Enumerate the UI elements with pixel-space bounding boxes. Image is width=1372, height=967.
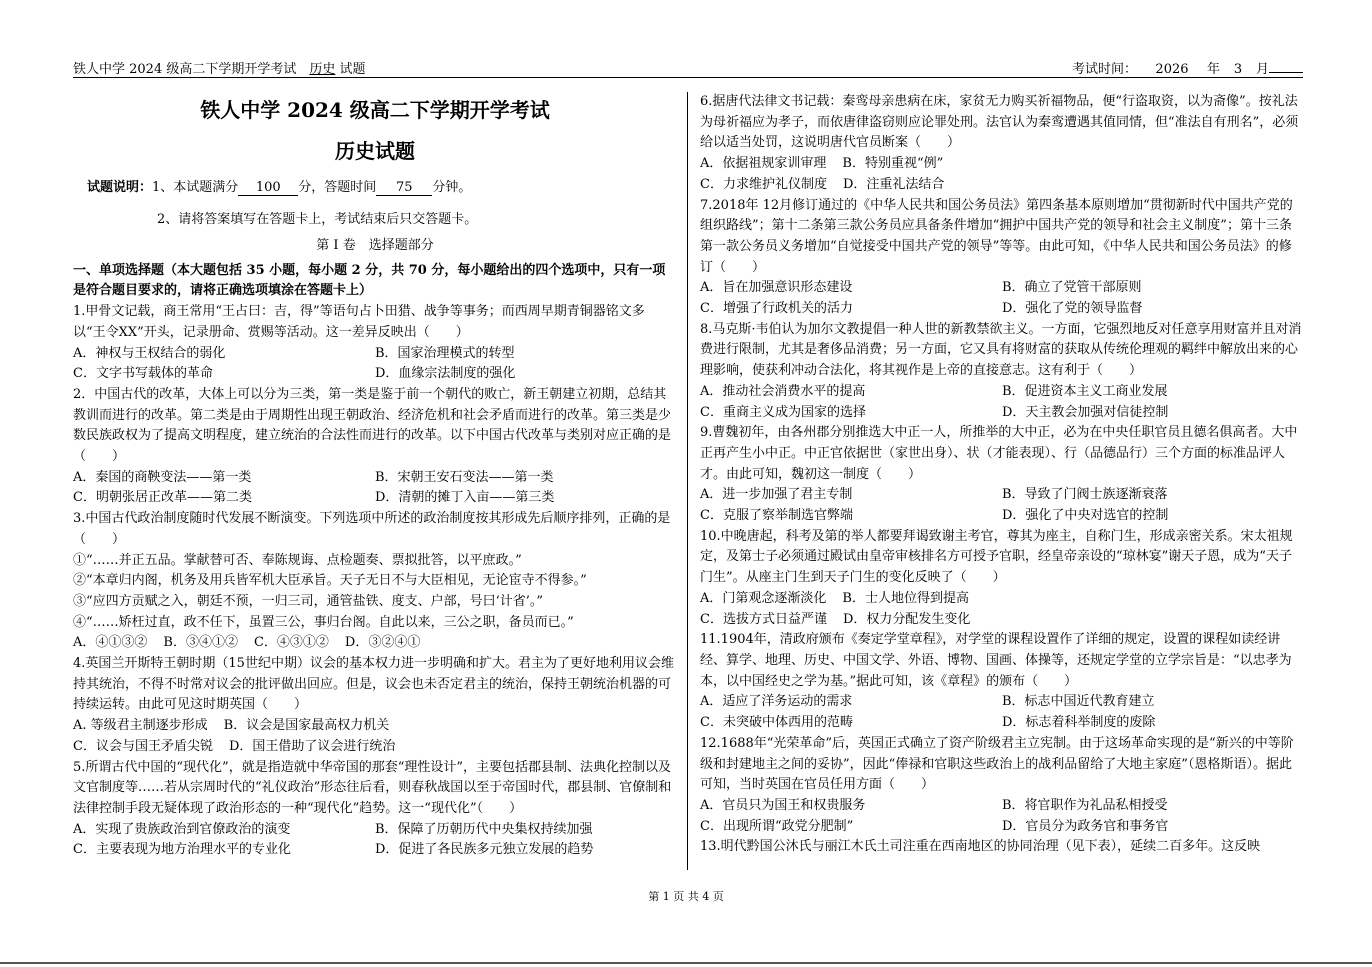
- answer-option: B．保障了历朝历代中央集权持续加强: [375, 821, 593, 837]
- bottom-border: [0, 962, 1372, 964]
- header-month: 3: [1220, 63, 1256, 78]
- part-title: 第 Ⅰ 卷 选择题部分: [316, 238, 434, 253]
- instructions-line-1: [73, 178, 677, 198]
- options-row: [700, 610, 1304, 631]
- answer-option: C．重商主义成为国家的选择: [700, 404, 866, 420]
- answer-option: A．秦国的商鞅变法——第一类: [73, 469, 252, 485]
- question-stem: 1.甲骨文记载，商王常用“王占曰：吉，得”等语句占卜田猎、战争等事务；而西周早期青铜器铭文多以“王令XX”开头，记录册命、赏赐等活动。这一差异反映出（ ）: [73, 304, 645, 340]
- options-row: [73, 840, 677, 861]
- instructions-text-a: 1、本试题满分: [152, 180, 239, 195]
- section-title: 一、单项选择题（本大题包括 35 小题，每小题 2 分，共 70 分，每小题给出的四个选项中，只有一项是符合题目要求的，请将正确选项填涂在答题卡上）: [73, 262, 666, 299]
- answer-option: A．进一步加强了君主专制: [700, 487, 853, 503]
- header-month-unit: 月: [1255, 62, 1269, 77]
- options-row: [73, 716, 677, 737]
- question-quote-line: ②“本章归内阁，机务及用兵皆军机大臣承旨。天子无日不与大臣相见，无论宦寺不得参。”: [73, 573, 587, 589]
- column-divider: [687, 92, 688, 870]
- answer-option: B．宋朝王安石变法——第一类: [375, 469, 554, 485]
- header-year-unit: 年: [1206, 62, 1220, 77]
- answer-option: A．门第观念逐渐淡化: [700, 590, 827, 606]
- options-row: [73, 737, 677, 758]
- full-score-value: 100: [238, 181, 298, 196]
- answer-option: B．国家治理模式的转型: [375, 345, 515, 361]
- question-stem: 12.1688年“光荣革命”后，英国正式确立了资产阶级君主立宪制。由于这场革命实现的是“新兴的中等阶级和封建地主之间的妥协”，因此“俸禄和官职这些政治上的战利品留给了大地主家庭”（恩格斯语）。据此可知，当时英国在官员任用方面（ ）: [700, 735, 1294, 793]
- question-stem: 5.所谓古代中国的“现代化”，就是指造就中华帝国的那套“理性设计”，主要包括郡县制、法典化控制以及文官制度等……若从宗周时代的“礼仪政治”形态往后看，则春秋战国以至于帝国时代，郡县制、官僚制和法律控制手段无疑体现了政治形态的一种“现代化”趋势。这一“现代化”（ ）: [73, 759, 672, 816]
- duration-value: 75: [376, 181, 432, 196]
- instructions-text-c: 分钟。: [432, 180, 472, 195]
- options-row: [73, 344, 677, 365]
- answer-option: A．④①③②: [73, 635, 148, 651]
- options-row: [700, 796, 1304, 817]
- answer-option: A．依据祖规家训审理: [700, 156, 827, 172]
- header-time-label: 考试时间：: [1071, 62, 1137, 77]
- answer-option: C．主要表现为地方治理水平的专业化: [73, 842, 291, 858]
- answer-option: D．注重礼法结合: [842, 176, 945, 192]
- header-suffix: 试题: [339, 62, 366, 77]
- answer-option: B．将官职作为礼品私相授受: [1002, 797, 1168, 813]
- instructions-line-2: 2、请将答案填写在答题卡上，考试结束后只交答题卡。: [157, 212, 478, 227]
- question-stem: 13.明代黔国公沐氏与丽江木氏土司注重在西南地区的协同治理（见下表），延续二百多年。这反映: [700, 839, 1261, 855]
- options-row: [700, 154, 1304, 175]
- exam-title: 铁人中学 2024 级高二下学期开学考试: [200, 98, 550, 122]
- question-stem: 7.2018年 12月修订通过的《中华人民共和国公务员法》第四条基本原则增加“贯彻新时代中国共产党的组织路线”；第十二条第三款公务员应具备条件增加“拥护中国共产党的领导和社会主义制度”；第十三条第一款公务员义务增加“自觉接受中国共产党的领导”等等。由此可知，《中华人民共和国公务员法》的修订（ ）: [700, 197, 1293, 275]
- header-right: [1072, 58, 1303, 78]
- answer-option: C．增强了行政机关的活力: [700, 301, 853, 317]
- answer-option: B．确立了党管干部原则: [1002, 280, 1142, 296]
- question-stem: 8.马克斯·韦伯认为加尔文教提倡一种人世的新教禁欲主义。一方面，它强烈地反对任意享用财富并且对消费进行限制，尤其是奢侈品消费；另一方面，它又具有将财富的获取从传统伦理观的羁绊中解放出来的心理影响，使获利冲动合法化，将其视作是上帝的直接意志。这有利于（ ）: [700, 321, 1302, 379]
- answer-option: D．血缘宗法制度的强化: [375, 366, 516, 382]
- options-row: [700, 175, 1304, 196]
- page-footer: 第 1 页 共 4 页: [648, 890, 724, 903]
- options-row: [73, 488, 677, 509]
- question-quote-line: ①“……并正五品。掌献替可否、奉陈规诲、点检题奏、票拟批答，以平庶政。”: [73, 552, 522, 568]
- answer-option: D．权力分配发生变化: [842, 611, 971, 627]
- answer-option: D．强化了中央对选官的控制: [1002, 508, 1169, 524]
- question-stem: 4.英国兰开斯特王朝时期（15世纪中期）议会的基本权力进一步明确和扩大。君主为了更好地利用议会维持其统治，不得不时常对议会的批评做出回应。但是，议会也未否定君主的统治，保持王朝统治机器的可持续运转。由此可见这时期英国（ ）: [73, 656, 674, 713]
- answer-option: B．议会是国家最高权力机关: [223, 718, 390, 734]
- options-row: [73, 820, 677, 841]
- question-stem: 11.1904年，清政府颁布《奏定学堂章程》，对学堂的课程设置作了详细的规定，设置的课程如读经讲经、算学、地理、历史、中国文学、外语、博物、国画、体操等，还规定学堂的立学宗旨是：“以忠孝为本，以中国经史之学为基。”据此可知，该《章程》的颁布（ ）: [700, 632, 1292, 689]
- questions-left: [73, 302, 677, 861]
- answer-option: B．促进资本主义工商业发展: [1002, 383, 1168, 399]
- answer-option: C．力求维护礼仪制度: [700, 176, 827, 192]
- question-quote-line: ④“……矫枉过直，政不任下，虽置三公，事归台阁。自此以来，三公之职，备员而已。”: [73, 614, 574, 630]
- answer-option: C．未突破中体西用的范畴: [700, 715, 853, 731]
- options-row: [73, 364, 677, 385]
- header-year: 2026: [1137, 63, 1207, 78]
- answer-option: B．特别重视“例”: [842, 156, 944, 172]
- options-row: [700, 817, 1304, 838]
- question-stem: 10.中晚唐起，科考及第的举人都要拜谒致谢主考官，尊其为座主，自称门生，形成亲密关系。宋太祖规定，及第士子必须通过殿试由皇帝审核排名方可授予官职，经皇帝亲设的“琼林宴”谢天子恩，成为“天子门生”。从座主门生到天子门生的变化反映了（ ）: [700, 528, 1293, 586]
- options-row: [700, 278, 1304, 299]
- options-row: [700, 506, 1304, 527]
- answer-option: A．官员只为国王和权贵服务: [700, 797, 866, 813]
- right-column: [700, 92, 1304, 858]
- answer-option: C．出现所谓“政党分肥制”: [700, 818, 854, 834]
- answer-option: D．天主教会加强对信徒控制: [1002, 404, 1169, 420]
- instructions-label: 试题说明：: [87, 180, 153, 195]
- answer-option: D．强化了党的领导监督: [1002, 301, 1143, 317]
- header-left: [73, 58, 366, 77]
- answer-option: C．议会与国王矛盾尖锐: [73, 738, 213, 754]
- answer-option: D．标志着科举制度的废除: [1002, 715, 1156, 731]
- answer-option: C．明朝张居正改革——第二类: [73, 490, 252, 506]
- answer-option: D．官员分为政务官和事务官: [1002, 818, 1169, 834]
- options-row: [73, 468, 677, 489]
- question-stem: 9.曹魏初年，由各州郡分别推选大中正一人，所推举的大中正，必为在中央任职官员且德名俱高者。大中正再产生小中正。中正官依据世（家世出身）、状（才能表现）、行（品德品行）三个方面的标准品评人才。由此可知，魏初这一制度（ ）: [700, 425, 1298, 482]
- options-row: [700, 692, 1304, 713]
- question-stem: 2．中国古代的改革，大体上可以分为三类，第一类是鉴于前一个朝代的败亡，新王朝建立初期，总结其教训而进行的改革。第二类是由于周期性出现王朝政治、经济危机和社会矛盾而进行的改革。第三类是少数民族政权为了提高文明程度，建立统治的合法性而进行的改革。以下中国古代改革与类别对应正确的是（ ）: [73, 386, 672, 465]
- answer-option: A．实现了贵族政治到官僚政治的演变: [73, 821, 291, 837]
- answer-option: C．克服了察举制选官弊端: [700, 508, 853, 524]
- header-subject: 历史: [309, 62, 336, 77]
- answer-option: B．导致了门阀士族逐渐衰落: [1002, 487, 1168, 503]
- answer-option: D．促进了各民族多元独立发展的趋势: [375, 842, 594, 858]
- answer-option: A．适应了洋务运动的需求: [700, 694, 853, 710]
- options-row: [700, 589, 1304, 610]
- answer-option: D．清朝的摊丁入亩——第三类: [375, 490, 555, 506]
- header-trailing-blank: [1269, 72, 1303, 73]
- answer-option: D．③②④①: [344, 635, 421, 651]
- answer-option: A．推动社会消费水平的提高: [700, 383, 866, 399]
- question-quote-line: ③“应四方贡赋之入，朝廷不预，一归三司，通管盐铁、度支、户部，号曰‘计省’。”: [73, 593, 544, 609]
- answer-option: B．士人地位得到提高: [842, 590, 969, 606]
- questions-right: [700, 92, 1304, 858]
- instructions-text-b: 分，答题时间: [298, 180, 377, 195]
- options-row: [700, 485, 1304, 506]
- question-stem: 3.中国古代政治制度随时代发展不断演变。下列选项中所述的政治制度按其形成先后顺序排列，正确的是（ ）: [73, 511, 671, 547]
- answer-option: A．神权与王权结合的弱化: [73, 345, 226, 361]
- options-row: [700, 403, 1304, 424]
- answer-option: A．旨在加强意识形态建设: [700, 280, 853, 296]
- options-row: [700, 382, 1304, 403]
- question-stem: 6.据唐代法律文书记载：秦鸾母亲患病在床，家贫无力购买祈福物品，便“行盗取资，以为斋像”。按礼法为母祈福应为孝子，而依唐律盗窃则应论罪处刑。法官认为秦鸾遭遇其值同情，但“准法自有刑名”，必须给以适当处罚，这说明唐代官员断案（ ）: [700, 94, 1299, 151]
- answer-option: B．标志中国近代教育建立: [1002, 694, 1155, 710]
- page-header: [73, 57, 1303, 78]
- options-row: [700, 713, 1304, 734]
- answer-option: B．③④①②: [163, 635, 238, 651]
- answer-option: D．国王借助了议会进行统治: [228, 738, 396, 754]
- options-row: [700, 299, 1304, 320]
- answer-option: A. 等级君主制逐步形成: [73, 718, 208, 734]
- left-column: [73, 92, 677, 861]
- answer-option: C．文字书写载体的革命: [73, 366, 213, 382]
- exam-subtitle: 历史试题: [335, 139, 415, 163]
- answer-option: C．④③①②: [253, 635, 329, 651]
- options-row: [73, 633, 677, 654]
- header-exam-name: 铁人中学 2024 级高二下学期开学考试: [73, 62, 297, 77]
- answer-option: C．选拔方式日益严谨: [700, 611, 827, 627]
